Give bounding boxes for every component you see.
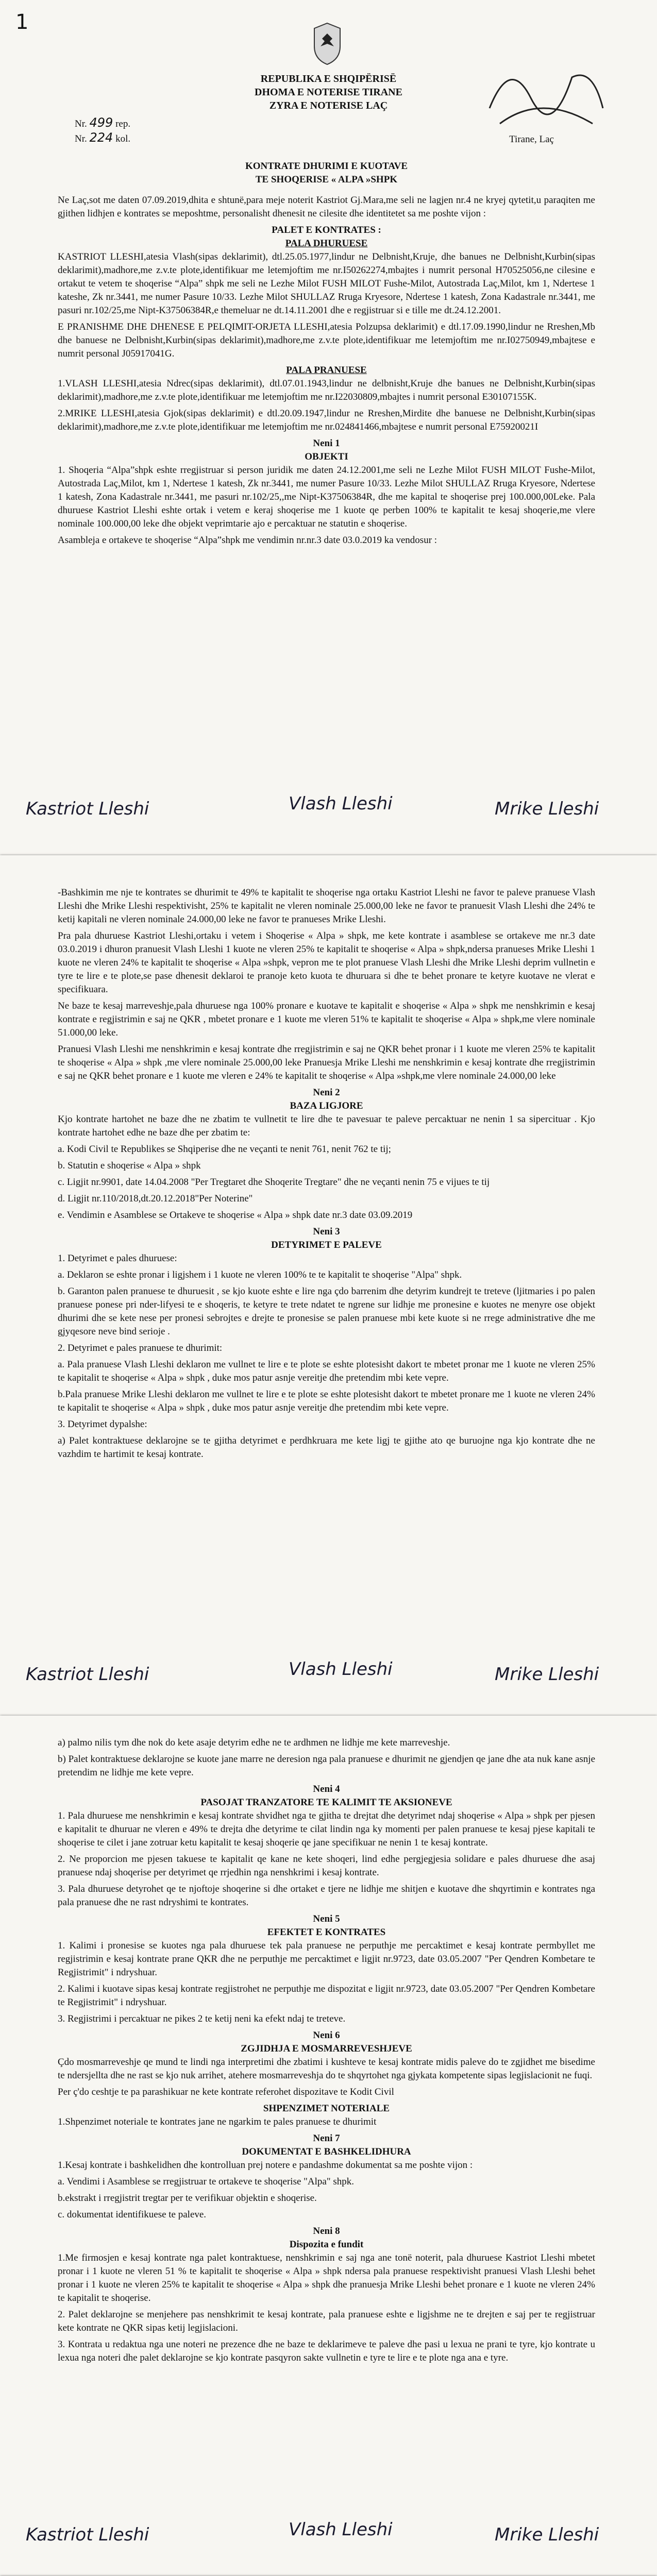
page-corner-number: 1 <box>15 10 29 34</box>
signature-scribble-icon <box>479 46 613 139</box>
page3-body <box>58 1736 595 2368</box>
place-label: Tirane, Laç <box>509 134 554 145</box>
albania-emblem-icon <box>309 21 345 67</box>
neni7-title: Neni 7 <box>313 2133 340 2144</box>
neni7-item-a: a. Vendimi i Asamblese se rregjistruar te ortakeve te shoqerise "Alpa" shpk. <box>58 2176 354 2187</box>
page2-paragraph3: Ne baze te kesaj marreveshje,pala dhuruese nga 100% pronare e kuotave te kapitalit e shoqerise « Alpa » shpk me nenshkrimin e kesaj kontrate e regjistrimin e saj ne QKR , mbetet pronare e 1 kuote me vleren 51% te kapitalit te shoqerise « Alpa » shpk,me vlere nominale 51.000,00 leke. <box>58 1001 595 1038</box>
recipient-title: PALA PRANUESE <box>286 365 367 376</box>
signature-kastriot: Kastriot Lleshi <box>26 2524 149 2545</box>
neni4-paragraph1: 1. Pala dhuruese me nenshkrimin e kesaj kontrate shvidhet nga te gjitha te drejtat dhe detyrimet ndaj shoqerise « Alpa » shpk per pjesen e kapitalit te dhuruar ne vleren e 49% te drejta dhe detyrime te cilat lindin nga ky momenti per palen pranuese te kesaj pjese kapitali te shoqerise te cilet i jane zotruar ketu kapitalit te kesaj shoqerie qe jane specifikuar ne nenin 1 te kesaj kontrate. <box>58 1810 595 1848</box>
signature-kastriot: Kastriot Lleshi <box>26 1664 149 1685</box>
neni3-paragraph1: 1. Detyrimet e pales dhuruese: <box>58 1253 177 1264</box>
recipient2-paragraph: 2.MRIKE LLESHI,atesia Gjok(sipas deklarimit) e dtl.20.09.1947,lindur ne Rreshen,Mirdite dhe banuese ne Delbnisht,Kurbin(sipas deklarimit),madhore,me z.v.te plote,identifikuar me letemjoftim me nr.024841466,mbajtese e numrit personal E75920021I <box>58 408 595 432</box>
neni1-title: Neni 1 <box>313 438 340 449</box>
neni4-title: Neni 4 <box>313 1784 340 1794</box>
neni8-paragraph1: 1.Me firmosjen e kesaj kontrate nga palet kontraktuese, nenshkrimin e saj nga ane tonë noterit, pala dhuruese Kastriot Lleshi mbetet pronar i 1 kuote ne vleren 51 % te kapitalit te shoqerise « Alpa » shpk ndersa pala pranuese respektivisht pranuesi Vlash Lleshi behet pronar i 1 kuote ne vleren 25% te kapitalit te shoqerise « Alpa » shpk dhe pranuesja Mrike Lleshi behet pronare e 1 kuote ne vleren 24% te kapitalit te shoqerise. <box>58 2252 595 2303</box>
signature-vlash: Vlash Lleshi <box>289 2519 393 2540</box>
document-page-1 <box>0 0 657 855</box>
document-page-3 <box>0 1716 657 2576</box>
document-page-2 <box>0 855 657 1716</box>
neni1-paragraph1: 1. Shoqeria “Alpa”shpk eshte rregjistruar si person juridik me daten 24.12.2001,me seli ne Lezhe Milot FUSH MILOT Fushe-Milot, Autostrada Laç,Milot, km 1, Ndertese 1 katesh, Zk nr.3441, me numer Pasure 10/33. Lezhe Milot SHULLAZ Rruga Kryesore, Ndertese 1 katesh, Zona Kadastrale nr.3441, me pasuri nr.102/25,,me Nipt-K37506384R, dhe me kapital te shoqerise prej 100.000,00Leke. Pala dhuruese Kastriot Lleshi eshte ortak i vetem e keraj shoqerise me 1 kuote qe perben 100% te kapitalit te kesaj shoqerie,me vlere nominale 100.000,00 leke dhe objekt veprimtarie ajo e percaktuar ne statutin e shoqerise. <box>58 465 595 529</box>
neni3-paragraph2: a. Deklaron se eshte pronar i ligjshem i 1 kuote ne vleren 100% te te kapitalit te shoqerise "Alpa" shpk. <box>58 1269 462 1280</box>
expenses-title: SHPENZIMET NOTERIALE <box>263 2103 390 2114</box>
neni2-item-c: c. Ligjit nr.9901, date 14.04.2008 "Per Tregtaret dhe Shoqerite Tregtare" dhe ne veçanti nenin 75 e vijues te tij <box>58 1177 490 1188</box>
neni2-paragraph1: Kjo kontrate hartohet ne baze dhe ne zbatim te vullnetit te lire dhe te pavesuar te paleve percaktuar ne nenin 1 sa sipercituar . Kjo kontrate hartohet edhe ne baze dhe per zbatim te: <box>58 1114 595 1138</box>
neni2-item-d: d. Ligjit nr.110/2018,dt.20.12.2018"Per Noterine" <box>58 1193 253 1204</box>
neni5-paragraph2: 2. Kalimi i kuotave sipas kesaj kontrate regjistrohet ne perputhje me dispozitat e ligjit nr.9723, date 03.05.2007 "Per Qendren Kombetare te Regjistrimit" i ndryshuar. <box>58 1984 595 2008</box>
neni8-subtitle: Dispozita e fundit <box>289 2239 364 2250</box>
signature-kastriot: Kastriot Lleshi <box>26 799 149 819</box>
neni2-title: Neni 2 <box>313 1087 340 1098</box>
contract-title: KONTRATE DHURIMI E KUOTAVE <box>245 161 408 172</box>
page2-signatures <box>0 1659 657 1705</box>
neni7-paragraph1: 1.Kesaj kontrate i bashkelidhen dhe kontrolluan prej notere e pandashme dokumentat sa me poshte vijon : <box>58 2160 473 2171</box>
page1-signatures <box>0 793 657 840</box>
consent-paragraph: E PRANISHME DHE DHENESE E PELQIMIT-ORJETA LLESHI,atesia Polzupsa deklarimit) e dtl.17.09.1990,lindur ne Rreshen,Mb dhe banuese ne Delbnisht,Kurbin(sipas deklarimit),madhore,me z.v.te plote,identifikuar me letemjoftim me nr.I02750949,mbajtese e numrit personal J05917041G. <box>58 321 595 359</box>
reference-numbers: Nr. 499 rep. Nr. 224 kol. <box>75 115 131 145</box>
page3-signatures <box>0 2519 657 2566</box>
neni5-paragraph3: 3. Regjistrimi i percaktuar ne pikes 2 te ketij neni ka efekt ndaj te treteve. <box>58 2013 346 2024</box>
neni6-paragraph2: Per ç'do ceshtje te pa parashikuar ne kete kontrate referohet dispozitave te Kodit Civil <box>58 2087 394 2097</box>
neni3-paragraph3: b. Garanton palen pranuese te dhuruesit , se kjo kuote eshte e lire nga çdo barrenim dhe detyrim kundrejt te treteve (ljitmaries i po palen pranuese ponese pri nder-lifyesi te e shoqeris, te ketyre te trete ndatet te ngrene sur lidhje me pronesine e kuotes ne menyre ose objekt dhurimi dhe se kete nese per pronesi sebrojtes e drejte te pronesise se palen pranuese mbi kete kuote si ne rrege administrative dhe me gjyqesore neve bind serioje . <box>58 1286 595 1337</box>
neni4-subtitle: PASOJAT TRANZATORE TE KALIMIT TE AKSIONEVE <box>200 1797 452 1808</box>
signature-mrike: Mrike Lleshi <box>495 1664 599 1685</box>
page3-paragraph1: a) palmo nilis tym dhe nok do kete asaje detyrim edhe ne te ardhmen ne lidhje me kete marreveshje. <box>58 1737 450 1748</box>
neni7-subtitle: DOKUMENTAT E BASHKELIDHURA <box>242 2146 411 2157</box>
neni1-subtitle: OBJEKTI <box>305 451 348 462</box>
neni5-paragraph1: 1. Kalimi i pronesise se kuotes nga pala dhuruese tek pala pranuese ne perputhje me percaktimet e kesaj kontrate permbyllet me regjistrimin e kesaj kontrate prane QKR dhe ne perputhje me percaktimet e ligjit nr.9723, date 03.05.2007 "Per Qendren Kombetare te Regjistrimit" i ndryshuar. <box>58 1940 595 1978</box>
neni2-subtitle: BAZA LIGJORE <box>290 1100 363 1111</box>
contract-subtitle: TE SHOQERISE « ALPA »SHPK <box>255 174 398 185</box>
neni8-title: Neni 8 <box>313 2226 340 2236</box>
page2-body <box>58 886 595 1464</box>
neni4-paragraph3: 3. Pala dhuruese detyrohet qe te njoftoje shoqerine si dhe ortaket e tjere ne lidhje me shitjen e kuotave dhe shqyrtimin e kontrates nga pala pranuese dhe ne rast ndryshimi te kontrates. <box>58 1884 595 1908</box>
neni2-item-a: a. Kodi Civil te Republikes se Shqiperise dhe ne veçanti te nenit 761, nenit 762 te tij; <box>58 1144 391 1155</box>
page2-paragraph1: -Bashkimin me nje te kontrates se dhurimit te 49% te kapitalit te shoqerise nga ortaku Kastriot Lleshi ne favor te paleve pranuese Vlash Lleshi dhe Mrike Lleshi respektivisht, 25% te kapitalit ne vleren nominale 25.000,00 leke ne favor te pranuesit Vlash Lleshi dhe 24% te ketij kapitali ne vleren nominale 24.000,00 leke ne favor te pranueses Mrike Lleshi. <box>58 887 595 925</box>
neni7-item-b: b.ekstrakt i rregjistrit tregtar per te verifikuar objektin e shoqerise. <box>58 2193 317 2204</box>
neni5-subtitle: EFEKTET E KONTRATES <box>267 1927 386 1938</box>
recipient1-paragraph: 1.VLASH LLESHI,atesia Ndrec(sipas deklarimit), dtl.07.01.1943,lindur ne delbnisht,Kruje dhe banues ne Delbnisht,Kurbin(sipas deklarimit),madhore,me z.v.te plote,identifikuar me letemjoftim me nr.I22030809,mbajtes i numrit personal E30107155K. <box>58 378 595 402</box>
neni6-title: Neni 6 <box>313 2030 340 2041</box>
signature-vlash: Vlash Lleshi <box>289 1659 393 1680</box>
neni6-subtitle: ZGJIDHJA E MOSMARREVESHJEVE <box>241 2043 412 2054</box>
neni3-paragraph4: 2. Detyrimet e pales pranuese te dhurimit: <box>58 1343 223 1353</box>
neni7-item-c: c. dokumentat identifikuese te paleve. <box>58 2209 207 2220</box>
neni2-item-b: b. Statutin e shoqerise « Alpa » shpk <box>58 1160 201 1171</box>
document-header: REPUBLIKA E SHQIPËRISË DHOMA E NOTERISE TIRANE ZYRA E NOTERISE LAÇ <box>255 73 402 111</box>
neni3-paragraph8: a) Palet kontraktuese deklarojne se te gjitha detyrimet e perdhkruara me kete ligj te gjithe ato qe buruojne nga kjo kontrate dhe ne vazhdim te hartimit te kesaj kontrate. <box>58 1435 595 1460</box>
signature-mrike: Mrike Lleshi <box>495 799 599 819</box>
neni8-paragraph2: 2. Palet deklarojne se menjehere pas nenshkrimit te kesaj kontrate, pala pranuese eshte e ligjshme ne te drejten e saj per te regjistruar kete kontrate ne QKR sipas ketij legjislacioni. <box>58 2309 595 2333</box>
page2-paragraph2: Pra pala dhuruese Kastriot Lleshi,ortaku i vetem i Shoqerise « Alpa » shpk, me kete kontrate i asamblese se ortakeve me nr.3 date 03.0.2019 i dhuron pranuesit Vlash Lleshi 1 kuote ne vleren 25% te kapitalit te shoqerise « Alpa » shpk,ndersa pranueses Mrike Lleshi 1 kuote ne vleren 24% te kapitalit te shoqerise « Alpa »shpk, vepron me te plot pranuese Vlash Lleshi dhe Mrike Lleshi deprim vullnetin e tyre te lire e te plote,se pase dhenesit deklaroi te pranoje keto kuota te dhuruara si dhe te behet pronare te ketyre kuotave ne vlerat e specifikuara. <box>58 930 595 995</box>
neni3-paragraph6: b.Pala pranuese Mrike Lleshi deklaron me vullnet te lire e te plote se eshte plotesisht dakort te mbetet pronare me 1 kuote ne vleren 24% te kapitalit te shoqerise « Alpa » shpk , duke mos patur asnje vereitje dhe pretendim mbi kete vepre. <box>58 1389 595 1413</box>
donor-title: PALA DHURUESE <box>285 238 368 249</box>
neni3-subtitle: DETYRIMET E PALEVE <box>271 1240 382 1250</box>
donor-paragraph: KASTRIOT LLESHI,atesia Vlash(sipas deklarimit), dtl.25.05.1977,lindur ne Delbnisht,Kruje, dhe banues ne Delbnisht,Kurbin(sipas deklarimit),madhore,me z.v.te plote,identifikuar me letemjoftim me nr.I50262274,mbajtes i numrit personal H70525056,ne cilesine e ortakut te vetem te shoqerise “Alpa” shpk me seli ne Lezhe Milot FUSH MILOT Fushe-Milot, Autostrada Laç,Milot, km 1, Ndertese 1 kateshe, Zk nr.3441, me numer Pasure 10/33. Lezhe Milot SHULLAZ Rruga Kryesore, Ndertese 1 katesh, Zona Kadastrale nr.3441, me pasuri nr.102/25,me Nipt-K37506384R,e themeluar ne dt.14.11.2001 dhe e regjistruar si e tille me dt.24.12.2001. <box>58 251 595 316</box>
expenses-paragraph: 1.Shpenzimet noteriale te kontrates jane ne ngarkim te pales pranuese te dhurimit <box>58 2116 377 2127</box>
page2-paragraph4: Pranuesi Vlash Lleshi me nenshkrimin e kesaj kontrate dhe rregjistrimin e saj ne QKR behet pronar i 1 kuote me vleren 25% te kapitalit te shoqerise « Alpa » shpk ,me vlere nominale 25.000,00 leke Pranuesja Mrike Lleshi me nenshkrimin e kesaj kontrate dhe rregjistrimin e saj ne QKR behet pronare e 1 kuote me vleren e 24% te kapitalit te shoqerise « Alpa »shpk,me vlere nominale 24.000,00 leke <box>58 1044 595 1081</box>
neni8-paragraph3: 3. Kontrata u redaktua nga une noteri ne prezence dhe ne baze te deklarimeve te paleve dhe pasi u lexua ne prani te tyre, kjo kontrate u lexua nga noteri dhe palet deklarojne se kjo kontrate pasqyron sakte vullnetin e tyre te lire e te plote nga ana e tyre. <box>58 2339 595 2363</box>
neni3-paragraph7: 3. Detyrimet dypalshe: <box>58 1419 147 1430</box>
signature-vlash: Vlash Lleshi <box>289 793 393 814</box>
neni4-paragraph2: 2. Ne proporcion me pjesen takuese te kapitalit qe kane ne kete shoqeri, lind edhe pergjegjesia solidare e pales dhuruese dhe asaj pranuese ndaj shoqerise per detyrimet qe rrjedhin nga nenshkrimi i kesaj kontrate. <box>58 1854 595 1878</box>
neni1-paragraph2: Asambleja e ortakeve te shoqerise “Alpa”shpk me vendimin nr.nr.3 date 03.0.2019 ka vendosur : <box>58 535 437 546</box>
neni2-item-e: e. Vendimin e Asamblese se Ortakeve te shoqerise « Alpa » shpk date nr.3 date 03.09.2019 <box>58 1210 413 1221</box>
parties-title: PALET E KONTRATES : <box>272 225 381 235</box>
page3-paragraph2: b) Palet kontraktuese deklarojne se kuote jane marre ne deresion nga pala pranuese e dhurimit ne gjendjen qe jane dhe ata nuk kane asnje pretendim ne lidhje me kete vepre. <box>58 1754 596 1778</box>
intro-paragraph: Ne Laç,sot me daten 07.09.2019,dhita e shtunë,para meje noterit Kastriot Gj.Mara,me seli ne lagjen nr.4 ne kryej qytetit,u paraqiten me gjithen lidhjen e kontrates se meposhtme, personalisht dhenesit ne cilesite dhe identitetet sa me poshte vijon : <box>58 195 595 219</box>
neni5-title: Neni 5 <box>313 1913 340 1924</box>
neni6-paragraph1: Çdo mosmarreveshje qe mund te lindi nga interpretimi dhe zbatimi i kushteve te kesaj kontrate midis paleve do te zgjidhet me bisedime te ndersjellta dhe ne rast se kjo nuk arrihet, atehere mosmarreveshja do te shqyrtohet nga gjykata kompetente sipas legjislacionit ne fuqi. <box>58 2057 595 2081</box>
page1-body <box>58 160 595 550</box>
signature-mrike: Mrike Lleshi <box>495 2524 599 2545</box>
neni3-paragraph5: a. Pala pranuese Vlash Lleshi deklaron me vullnet te lire e te plote se eshte plotesisht dakort te mbetet pronar me 1 kuote ne vleren 25% te kapitalit te shoqerise « Alpa » shpk , duke mos patur asnje vereitje dhe pretendim mbi kete vepre. <box>58 1359 595 1383</box>
neni3-title: Neni 3 <box>313 1226 340 1237</box>
